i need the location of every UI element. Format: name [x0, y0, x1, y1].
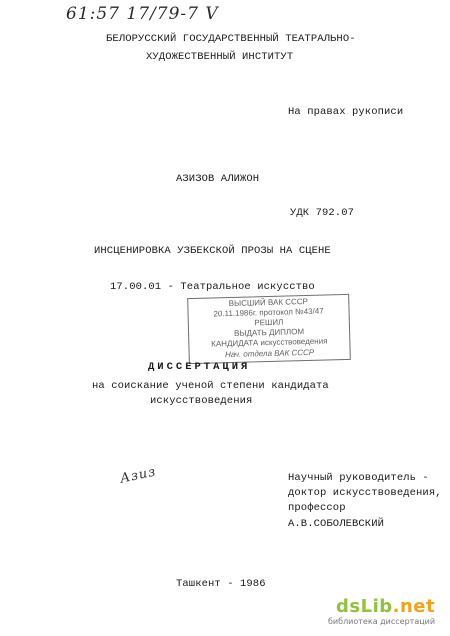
author-name: АЗИЗОВ АЛИЖОН [176, 173, 260, 185]
stamp-line-5: КАНДИДАТА искусствоведения [211, 336, 328, 349]
stamp-line-2: 20.11.1986г. протокол №43/47 [213, 306, 324, 319]
stamp-line-6: Нач. отдела ВАК СССР [224, 347, 315, 360]
institution-name-line1: БЕЛОРУССКИЙ ГОСУДАРСТВЕННЫЙ ТЕАТРАЛЬНО- [106, 33, 356, 45]
supervisor-name: А.В.СОБОЛЕВСКИЙ [288, 518, 385, 530]
dslib-watermark [328, 596, 438, 630]
degree-purpose-line2: искусствоведения [150, 395, 253, 407]
stamp-line-1: ВЫСШИЙ ВАК СССР [228, 296, 309, 309]
manuscript-rights-note: На правах рукописи [288, 106, 404, 118]
author-signature: Азиз [118, 464, 158, 487]
dslib-logo-main: dsLib [336, 596, 393, 617]
degree-purpose-line1: на соискание ученой степени кандидата [92, 380, 329, 392]
archive-handwritten-code: 61:57 17/79-7 V [66, 4, 219, 24]
udc-code: УДК 792.07 [290, 207, 355, 219]
supervisor-degree: доктор искусствоведения, [288, 487, 442, 499]
stamp-line-3: РЕШИЛ [254, 317, 284, 328]
vak-approval-stamp [187, 294, 351, 364]
supervisor-role: Научный руководитель - [288, 472, 429, 484]
dissertation-title: ИНСЦЕНИРОВКА УЗБЕКСКОЙ ПРОЗЫ НА СЦЕНЕ [94, 245, 331, 257]
specialty-code: 17.00.01 - Театральное искусство [110, 281, 315, 293]
dslib-caption: библиотека диссертаций [328, 617, 436, 626]
stamp-line-4: ВЫДАТЬ ДИПЛОМ [234, 327, 305, 338]
dslib-logo-tld: .net [392, 596, 436, 617]
institution-name-line2: ХУДОЖЕСТВЕННЫЙ ИНСТИТУТ [146, 51, 294, 63]
place-and-year: Ташкент - 1986 [176, 578, 266, 590]
dslib-logo [336, 596, 435, 617]
supervisor-title: профессор [288, 502, 346, 514]
document-type-heading: ДИССЕРТАЦИЯ [148, 361, 251, 373]
